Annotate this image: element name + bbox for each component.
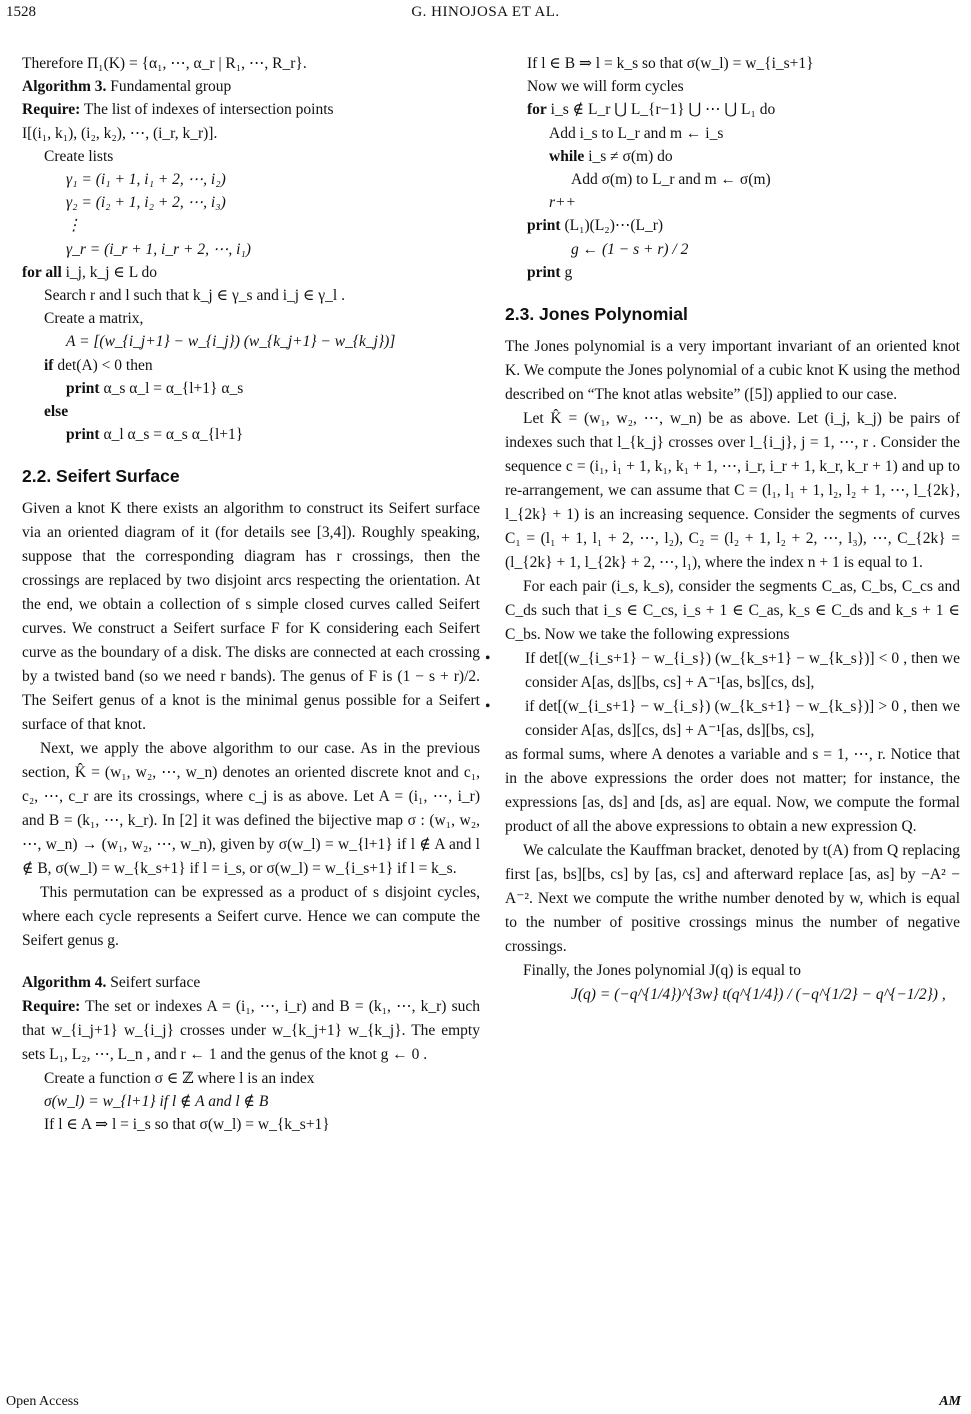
line-text: Add σ(m) to L_r and m ← σ(m): [571, 171, 771, 189]
keyword: print: [66, 426, 100, 444]
algorithm-line: [505, 214, 960, 237]
paragraph: [22, 881, 480, 953]
line-text: If l ∈ A ⇒ l = i_s so that σ(w_l) = w_{k_s+1}: [44, 1116, 330, 1134]
text-line: [22, 1113, 480, 1136]
page-number: 1528: [6, 4, 36, 20]
line-text: Given a knot K there exists an algorithm to construct its Seifert surface via an oriented diagram of it (for details see [3,4]). Roughly speaking, suppose that the corresponding diagram has r crossings, then the crossings are replaced by two disjoint arcs respecting the orientation. At the end, we obtain a collection of s simple closed curves called Seifert curves. We construct a Seifert surface F for K considering each Seifert curve as the boundary of a disk. The disks are connected at each crossing by a twisted band (so we need r bands). The genus of F is (1 − s + r)/2. The Seifert genus of a knot is the minimal genus possible for a Seifert surface of that knot.: [22, 500, 480, 734]
algorithm-line: [505, 261, 960, 284]
section-heading: [22, 466, 480, 487]
line-text: The list of indexes of intersection points: [80, 101, 334, 119]
line-text: If l ∈ B ⇒ l = k_s so that σ(w_l) = w_{i_s+1}: [527, 55, 814, 72]
paragraph: [505, 335, 960, 407]
text-line: [22, 1067, 480, 1090]
keyword: else: [44, 403, 69, 421]
keyword: Algorithm 4.: [22, 974, 107, 992]
line-text: γ₂ = (i₂ + 1, i₂ + 2, ⋯, i₃): [66, 194, 226, 212]
keyword: for: [527, 101, 547, 119]
line-text: Create lists: [44, 147, 114, 165]
footer-open-access: Open Access: [6, 1394, 79, 1409]
keyword: while: [549, 147, 585, 165]
algorithm-line: [22, 377, 480, 400]
paragraph: [22, 995, 480, 1067]
line-text: I[(i₁, k₁), (i₂, k₂), ⋯, (i_r, k_r)].: [22, 124, 218, 142]
line-text: If det[(w_{i_s+1} − w_{i_s}) (w_{k_s+1} − w_{k_s})] < 0 , then we consider A[as, ds][bs, cs] + A⁻¹[as, bs][cs, ds],: [525, 650, 960, 692]
line-text: i_j, k_j ∈ L do: [61, 263, 158, 281]
line-text: g: [560, 263, 573, 281]
spacer: [22, 953, 480, 971]
text-line: [22, 122, 480, 145]
line-text: Seifert surface: [106, 974, 201, 992]
text-line: [22, 145, 480, 168]
line-text: α_s α_l = α_{l+1} α_s: [99, 379, 244, 397]
paragraph: [505, 575, 960, 647]
line-text: Let K̂ = (w₁, w₂, ⋯, w_n) be as above. Let (i_j, k_j) be pairs of indexes such that l_{k_j} crosses over l_{i_j}, j = 1, ⋯, r . Consider the sequence c = (i₁, i₁ + 1, k₁, k₁ + 1, ⋯, i_r, i_r + 1, k_r, k_r + 1) and up to re-arrangement, we can assume that C = (l₁, l₁ + 1, l₂, l₂ + 1, ⋯, l_{2k}, l_{2k} + 1) is an increasing sequence. Consider the segments of curves C₁ = (l₁ + 1, l₁ + 2, ⋯, l₂), C₂ = (l₂ + 1, l₂ + 2, ⋯, l₃), ⋯, C_{2k} = (l_{2k} + 1, l_{2k} + 2, ⋯, l₁), where the index n + 1 is equal to 1.: [505, 410, 960, 572]
line-text: ⋮: [66, 217, 82, 235]
line-text: 2.2. Seifert Surface: [22, 466, 180, 487]
text-line: [22, 307, 480, 330]
section-heading: [505, 304, 960, 325]
footer-journal: AM: [939, 1394, 961, 1409]
line-text: The set or indexes A = (i₁, ⋯, i_r) and B = (k₁, ⋯, k_r) such that w_{i_j+1} w_{i_j} crosses under w_{k_j+1} w_{k_j}. The empty sets L₁, L₂, ⋯, L_n , and r ← 1 and the genus of the knot g ← 0 .: [22, 997, 480, 1063]
line-text: Now we will form cycles: [527, 78, 684, 96]
math-line: [22, 168, 480, 191]
algorithm-line: [22, 400, 480, 423]
keyword: Algorithm 3.: [22, 78, 107, 96]
algorithm-line: [22, 75, 480, 98]
bullet-item: [505, 647, 960, 695]
line-text: as formal sums, where A denotes a variable and s = 1, ⋯, r. Notice that in the above expressions the order does not matter; for instance, the expressions [as, ds] and [ds, as] are equal. Now, we compute the formal product of all the above expressions to obtain a new expression Q.: [505, 746, 960, 836]
keyword: if: [44, 356, 54, 374]
line-text: The Jones polynomial is a very important invariant of an oriented knot K. We compute the Jones polynomial of a cubic knot K using the method described on “The knot atlas website” ([5]) applied to our case.: [505, 338, 960, 404]
line-text: Therefore Π₁(K) = {α₁, ⋯, α_r | R₁, ⋯, R_r}.: [22, 55, 307, 72]
text-line: [505, 122, 960, 145]
paragraph: [505, 407, 960, 575]
paragraph: [505, 959, 960, 983]
right-column: [505, 52, 960, 1006]
line-text: Search r and l such that k_j ∈ γ_s and i_j ∈ γ_l .: [44, 287, 345, 305]
text-line: [22, 52, 480, 75]
text-line: [505, 75, 960, 98]
math-line: [22, 238, 480, 261]
paragraph: [22, 497, 480, 737]
bullet-item: [505, 695, 960, 743]
line-text: i_s ∉ L_r ⋃ L_{r−1} ⋃ ⋯ ⋃ L₁ do: [546, 101, 776, 119]
line-text: Create a function σ ∈ ℤ where l is an index: [44, 1069, 315, 1087]
keyword: Require:: [22, 997, 81, 1015]
keyword: print: [66, 379, 100, 397]
algorithm-line: [505, 145, 960, 168]
math-line: [505, 191, 960, 214]
line-text: A = [(w_{i_j+1} − w_{i_j}) (w_{k_j+1} − w_{k_j})]: [66, 333, 396, 351]
keyword: print: [527, 263, 561, 281]
line-text: Add i_s to L_r and m ← i_s: [549, 124, 724, 142]
line-text: Fundamental group: [106, 78, 232, 96]
paragraph: [505, 743, 960, 839]
line-text: This permutation can be expressed as a product of s disjoint cycles, where each cycle represents a Seifert curve. Hence we can compute the Seifert genus g.: [22, 884, 480, 950]
line-text: γ_r = (i_r + 1, i_r + 2, ⋯, i₁): [66, 240, 251, 258]
running-header: G. HINOJOSA ET AL.: [411, 4, 560, 20]
math-line: [505, 983, 960, 1006]
text-line: [22, 284, 480, 307]
algorithm-line: [22, 98, 480, 121]
line-text: J(q) = (−q^{1/4})^{3w} t(q^{1/4}) / (−q^{1/2} − q^{−1/2}) ,: [571, 986, 946, 1004]
math-line: [22, 330, 480, 353]
line-text: α_l α_s = α_s α_{l+1}: [99, 426, 244, 444]
math-line: [22, 191, 480, 214]
line-text: r++: [549, 194, 576, 212]
left-column: [22, 52, 480, 1136]
line-text: γ₁ = (i₁ + 1, i₁ + 2, ⋯, i₂): [66, 171, 226, 189]
line-text: For each pair (i_s, k_s), consider the segments C_as, C_bs, C_cs and C_ds such that i_s ∈ C_cs, i_s + 1 ∈ C_as, k_s ∈ C_ds and k_s + 1 ∈ C_bs. Now we take the following expressions: [505, 578, 960, 644]
algorithm-line: [22, 354, 480, 377]
keyword: Require:: [22, 101, 81, 119]
paragraph: [505, 839, 960, 959]
keyword: for all: [22, 263, 62, 281]
line-text: g ← (1 − s + r) / 2: [571, 240, 689, 258]
text-line: [505, 168, 960, 191]
line-text: det(A) < 0 then: [53, 356, 153, 374]
line-text: σ(w_l) = w_{l+1} if l ∉ A and l ∉ B: [44, 1092, 269, 1110]
text-line: [505, 52, 960, 75]
algorithm-line: [22, 261, 480, 284]
algorithm-line: [22, 423, 480, 446]
keyword: print: [527, 217, 561, 235]
math-line: [505, 238, 960, 261]
math-line: [22, 1090, 480, 1113]
line-text: Finally, the Jones polynomial J(q) is equal to: [523, 962, 801, 980]
paragraph: [22, 737, 480, 881]
line-text: i_s ≠ σ(m) do: [584, 147, 673, 165]
line-text: (L₁)(L₂)⋯(L_r): [560, 217, 664, 235]
algorithm-line: [22, 971, 480, 994]
math-line: [22, 214, 480, 237]
line-text: Next, we apply the above algorithm to our case. As in the previous section, K̂ = (w₁, w₂, ⋯, w_n) denotes an oriented discrete knot and c₁, c₂, ⋯, c_r are its crossings, where c_j is as above. Let A = (i₁, ⋯, i_r) and B = (k₁, ⋯, k_r). In [2] it was defined the bijective map σ : (w₁, w₂, ⋯, w_n) → (w₁, w₂, ⋯, w_n), given by σ(w_l) = w_{l+1} if l ∉ A and l ∉ B, σ(w_l) = w_{k_s+1} if l = i_s, or σ(w_l) = w_{i_s+1} if l = k_s.: [22, 740, 480, 878]
line-text: 2.3. Jones Polynomial: [505, 304, 688, 325]
algorithm-line: [505, 98, 960, 121]
line-text: We calculate the Kauffman bracket, denoted by t(A) from Q replacing first [as, bs][bs, cs] by [as, cs] and afterward replace [as, as] by −A² − A⁻². Next we compute the writhe number denoted by w, which is equal to the number of positive crossings minus the number of negative crossings.: [505, 842, 960, 956]
line-text: if det[(w_{i_s+1} − w_{i_s}) (w_{k_s+1} − w_{k_s})] > 0 , then we consider A[as, ds][cs, ds] + A⁻¹[as, ds][bs, cs],: [525, 698, 960, 740]
line-text: Create a matrix,: [44, 310, 144, 328]
